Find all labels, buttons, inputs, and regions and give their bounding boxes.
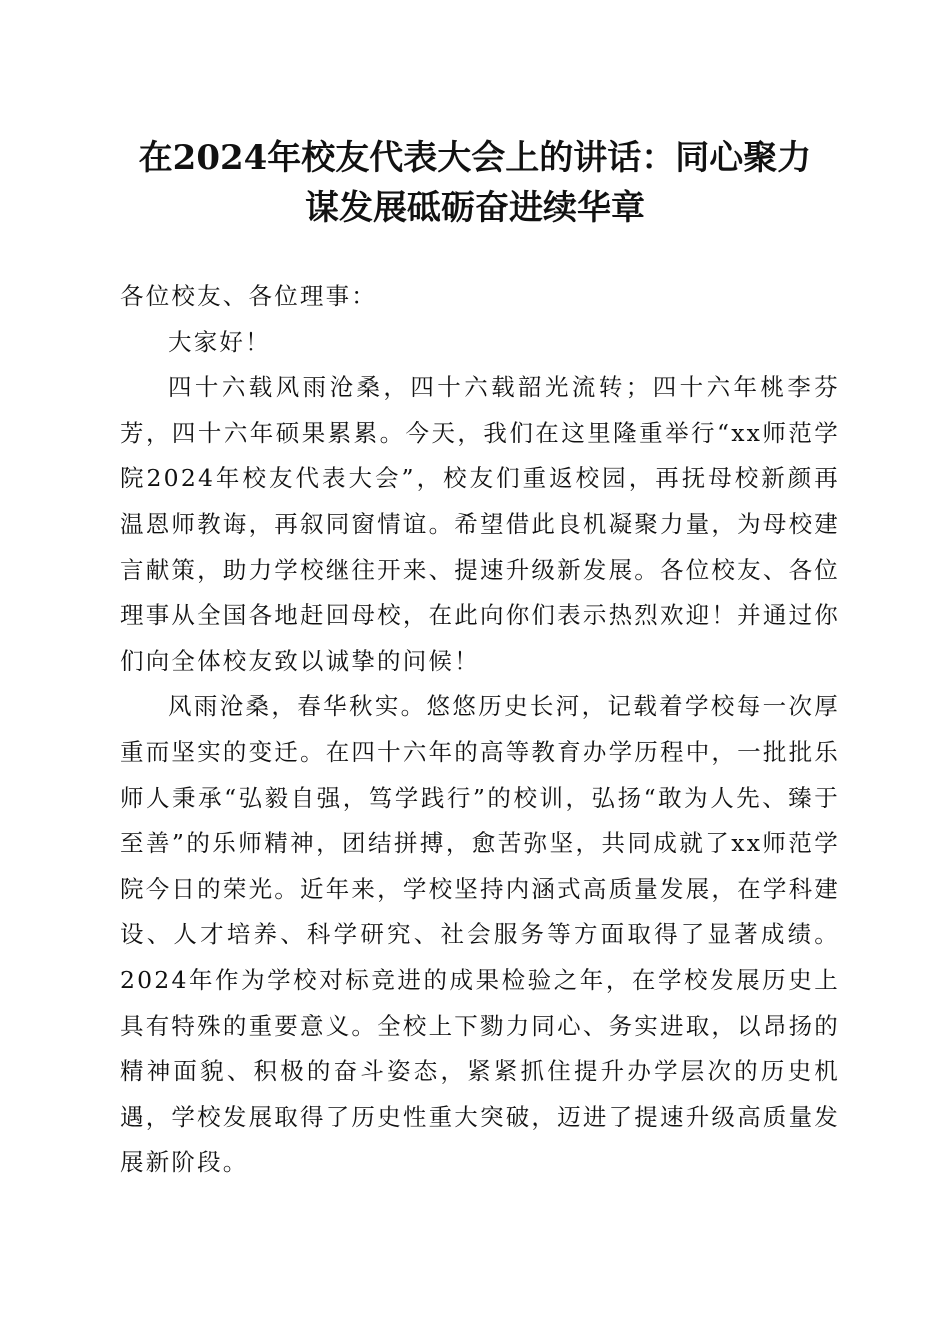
document-title — [100, 133, 850, 233]
paragraph-2: 风雨沧桑，春华秋实。悠悠历史长河，记载着学校每一次厚重而坚实的变迁。在四十六年的高等教育办学历程中，一批批乐师人秉承“弘毅自强，笃学践行”的校训，弘扬“敢为人先、臻于至善”的乐师精神，团结拼搏，愈苦弥坚，共同成就了xx师范学院今日的荣光。近年来，学校坚持内涵式高质量发展，在学科建设、人才培养、科学研究、社会服务等方面取得了显著成绩。2024年作为学校对标竞进的成果检验之年，在学校发展历史上具有特殊的重要意义。全校上下勠力同心、务实进取，以昂扬的精神面貌、积极的奋斗姿态，紧紧抓住提升办学层次的历史机遇，学校发展取得了历史性重大突破，迈进了提速升级高质量发展新阶段。 — [120, 692, 840, 1177]
title-line-2: 谋发展砥砺奋进续华章 — [305, 188, 645, 228]
paragraph-1: 四十六载风雨沧桑，四十六载韶光流转；四十六年桃李芬芳，四十六年硕果累累。今天，我们在这里隆重举行“xx师范学院2024年校友代表大会”，校友们重返校园，再抚母校新颜再温恩师教诲，再叙同窗情谊。希望借此良机凝聚力量，为母校建言献策，助力学校继往开来、提速升级新发展。各位校友、各位理事从全国各地赶回母校，在此向你们表示热烈欢迎！并通过你们向全体校友致以诚挚的问候！ — [120, 373, 840, 675]
hello-line: 大家好！ — [168, 327, 271, 356]
salutation: 各位校友、各位理事： — [120, 282, 377, 310]
title-line-1: 在2024年校友代表大会上的讲话：同心聚力 — [138, 138, 812, 178]
document-body — [120, 274, 840, 1186]
